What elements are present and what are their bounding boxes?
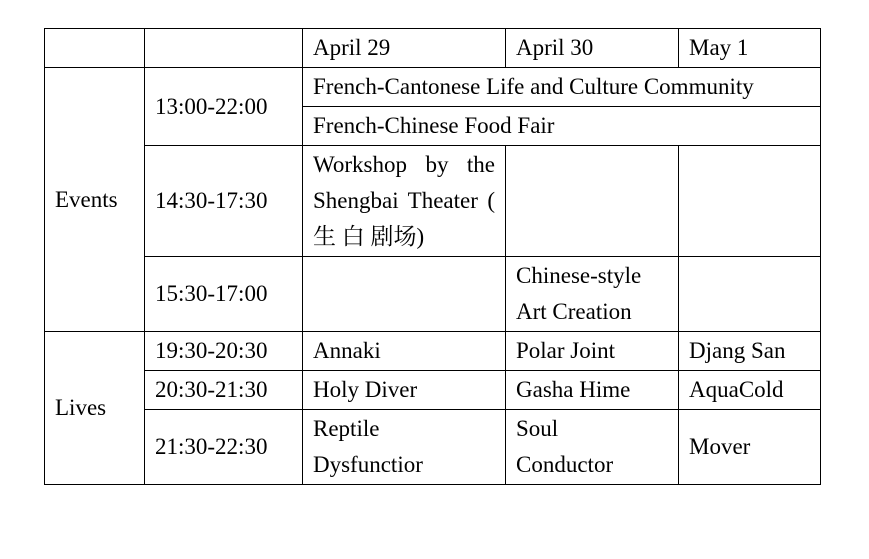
header-blank-2	[145, 29, 303, 68]
table-row	[45, 410, 821, 485]
time-slot: 20:30-21:30	[145, 371, 303, 410]
table-row	[45, 68, 821, 107]
table-row	[45, 146, 821, 257]
table-row	[45, 257, 821, 332]
time-slot: 15:30-17:00	[145, 257, 303, 332]
live-cell	[506, 410, 679, 485]
time-slot: 13:00-22:00	[145, 68, 303, 146]
header-may-1: May 1	[679, 29, 821, 68]
live-cell: Holy Diver	[303, 371, 506, 410]
event-workshop: Workshop by the Shengbai Theater ( 生 白 剧场)	[303, 146, 506, 257]
section-lives-label: Lives	[45, 332, 145, 485]
schedule-table	[44, 28, 821, 485]
header-april-29: April 29	[303, 29, 506, 68]
empty-cell	[679, 257, 821, 332]
empty-cell	[506, 146, 679, 257]
time-slot: 21:30-22:30	[145, 410, 303, 485]
time-slot: 19:30-20:30	[145, 332, 303, 371]
live-cell-line: Conductor	[516, 452, 614, 477]
live-cell: Mover	[679, 410, 821, 485]
live-cell-line: Reptile	[313, 416, 380, 441]
header-blank-1	[45, 29, 145, 68]
live-cell-line: Dysfunctior	[313, 452, 423, 477]
header-april-30: April 30	[506, 29, 679, 68]
event-art-creation: Chinese-style Art Creation	[506, 257, 679, 332]
empty-cell	[303, 257, 506, 332]
table-row	[45, 371, 821, 410]
live-cell: Annaki	[303, 332, 506, 371]
event-community: French-Cantonese Life and Culture Community	[303, 68, 821, 107]
time-slot: 14:30-17:30	[145, 146, 303, 257]
live-cell	[303, 410, 506, 485]
live-cell-line: Soul	[516, 416, 559, 441]
section-events-label: Events	[45, 68, 145, 332]
live-cell: Gasha Hime	[506, 371, 679, 410]
live-cell: Djang San	[679, 332, 821, 371]
table-row	[45, 332, 821, 371]
live-cell: Polar Joint	[506, 332, 679, 371]
header-row	[45, 29, 821, 68]
live-cell: AquaCold	[679, 371, 821, 410]
empty-cell	[679, 146, 821, 257]
event-food-fair: French-Chinese Food Fair	[303, 107, 821, 146]
